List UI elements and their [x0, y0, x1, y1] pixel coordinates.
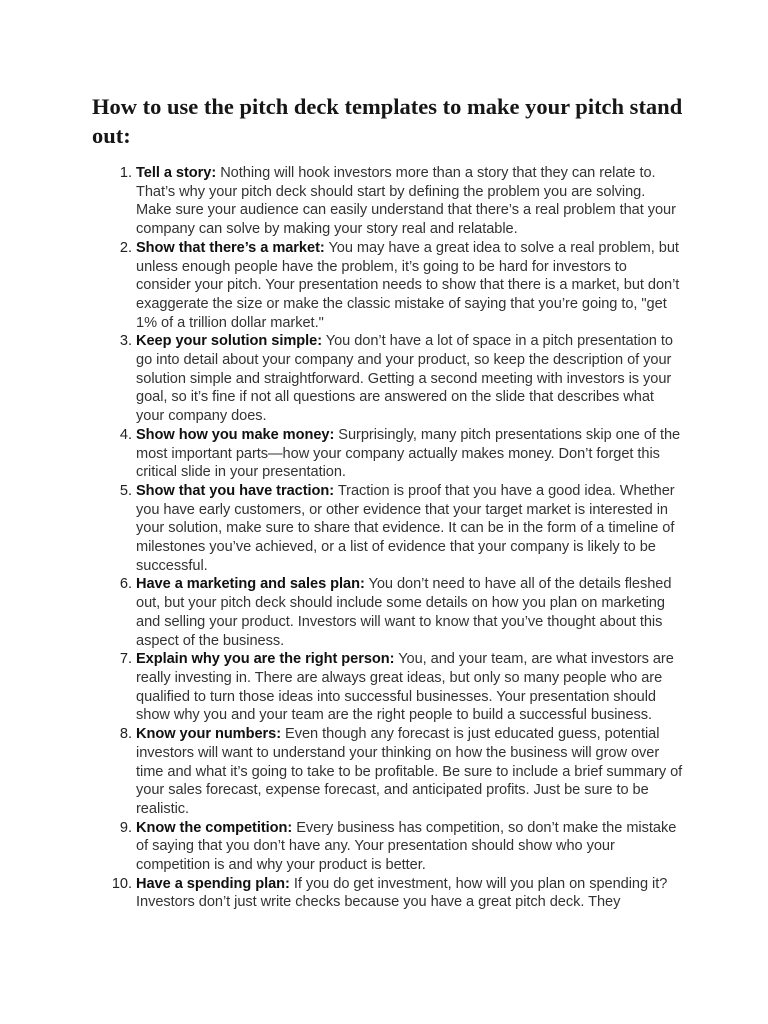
list-number: 9. — [119, 819, 132, 836]
list-item — [0, 239, 684, 333]
list-number: 6. — [119, 576, 132, 593]
list-item — [0, 482, 684, 576]
item-heading: Know the competition: — [136, 819, 293, 836]
item-heading: Tell a story: — [136, 165, 217, 181]
list-item — [0, 332, 684, 426]
list-number: 7. — [119, 651, 132, 668]
page-title: How to use the pitch deck templates to make your pitch stand out: — [92, 94, 683, 148]
item-text: Even though any forecast is just educated guess, potential investors will want to understand your thinking on how the business will grow over time and what it’s going to take to be profitable. Be sure to include a brief summary of your sales forecast, expense forecast, and anticipated profits. Just be sure to be realistic. — [136, 726, 683, 817]
item-text: You don’t need to have all of the details fleshed out, but your pitch deck should include some details on how you plan on marketing and selling your product. Investors will want to know that you’ve thought about this aspect of the business. — [136, 576, 672, 649]
list-item — [0, 650, 684, 725]
list-item — [0, 819, 684, 875]
item-text: If you do get investment, how will you plan on spending it? Investors don’t just write checks because you have a great pitch deck. They — [136, 875, 668, 911]
list-number: 3. — [119, 333, 132, 350]
item-heading: Show that you have traction: — [136, 482, 335, 499]
item-text: Traction is proof that you have a good idea. Whether you have early customers, or other evidence that your target market is interested in your solution, make sure to share that evidence. It can be in the form of a timeline of milestones you’ve achieved, or a list of evidence that your company is likely to be successful. — [136, 482, 675, 574]
list-number: 4. — [119, 426, 132, 443]
item-text: You don’t have a lot of space in a pitch presentation to go into detail about your company and your product, so keep the description of your solution simple and straightforward. Getting a second meeting with investors is your goal, so it’s fine if not all questions are answered on the slide that describes what your company does. — [136, 333, 673, 425]
list-item — [0, 575, 684, 650]
list-number: 5. — [119, 482, 132, 499]
item-heading: Keep your solution simple: — [136, 333, 323, 350]
item-text: Every business has competition, so don’t make the mistake of saying that you don’t have any. Your presentation should show who your competition is and why your product is better. — [136, 819, 677, 874]
list-number: 10. — [111, 875, 132, 892]
item-heading: Know your numbers: — [136, 726, 282, 743]
list-item — [0, 875, 684, 912]
tips-list — [0, 164, 768, 912]
list-item — [0, 725, 684, 819]
item-text: Nothing will hook investors more than a story that they can relate to. That’s why your pitch deck should start by defining the problem you are solving. Make sure your audience can easily understand that there’s a real problem that your company can solve by making your story real and relatable. — [136, 165, 676, 238]
list-number: 2. — [119, 239, 132, 256]
item-heading: Show how you make money: — [136, 426, 335, 443]
item-heading: Explain why you are the right person: — [136, 651, 395, 668]
item-heading: Have a spending plan: — [136, 875, 290, 892]
item-text: You may have a great idea to solve a real problem, but unless enough people have the problem, it’s going to be hard for investors to consider your pitch. Your presentation needs to show that there is a market, but don’t exaggerate the size or make the classic mistake of saying that you’re going to, "get 1% of a trillion dollar market." — [136, 239, 680, 331]
list-number: 1. — [119, 165, 132, 181]
list-number: 8. — [119, 726, 132, 743]
item-heading: Show that there’s a market: — [136, 239, 325, 256]
item-heading: Have a marketing and sales plan: — [136, 576, 365, 593]
list-item — [0, 426, 684, 482]
item-text: Surprisingly, many pitch presentations skip one of the most important parts—how your company actually makes money. Don’t forget this critical slide in your presentation. — [136, 426, 681, 481]
item-text: You, and your team, are what investors are really investing in. There are always great ideas, but only so many people who are qualified to turn those ideas into successful businesses. Your presentation should show why you and your team are the right people to build a successful business. — [136, 651, 674, 724]
list-item — [0, 164, 684, 239]
